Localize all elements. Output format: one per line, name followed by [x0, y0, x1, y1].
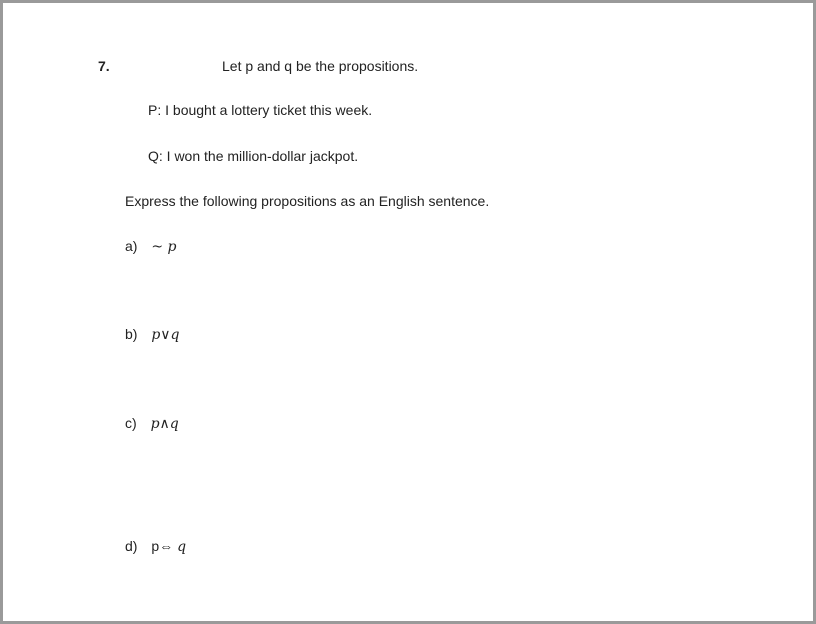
proposition-p-label: P: — [148, 102, 162, 118]
part-b-expression: p∨q — [151, 327, 180, 343]
part-d-label: d) — [125, 538, 138, 554]
part-d-expression-right: q — [177, 539, 187, 555]
part-d — [125, 538, 186, 555]
part-a — [125, 238, 177, 255]
proposition-p — [148, 102, 372, 118]
part-c-expression: p∧q — [150, 416, 179, 432]
part-b-label: b) — [125, 326, 138, 342]
proposition-q-label: Q: — [148, 148, 163, 164]
instruction-text: Express the following propositions as an English sentence. — [125, 193, 490, 209]
part-b — [125, 326, 180, 343]
part-d-expression-left: p⇔ — [151, 538, 174, 554]
proposition-q-text: I won the million-dollar jackpot. — [166, 148, 359, 164]
part-c-label: c) — [125, 415, 137, 431]
question-intro: Let p and q be the propositions. — [222, 58, 419, 74]
part-a-expression: ~ p — [151, 239, 177, 255]
proposition-q — [148, 148, 358, 164]
question-number: 7. — [98, 58, 110, 74]
part-c — [125, 415, 179, 432]
proposition-p-text: I bought a lottery ticket this week. — [165, 102, 373, 118]
part-a-label: a) — [125, 238, 138, 254]
